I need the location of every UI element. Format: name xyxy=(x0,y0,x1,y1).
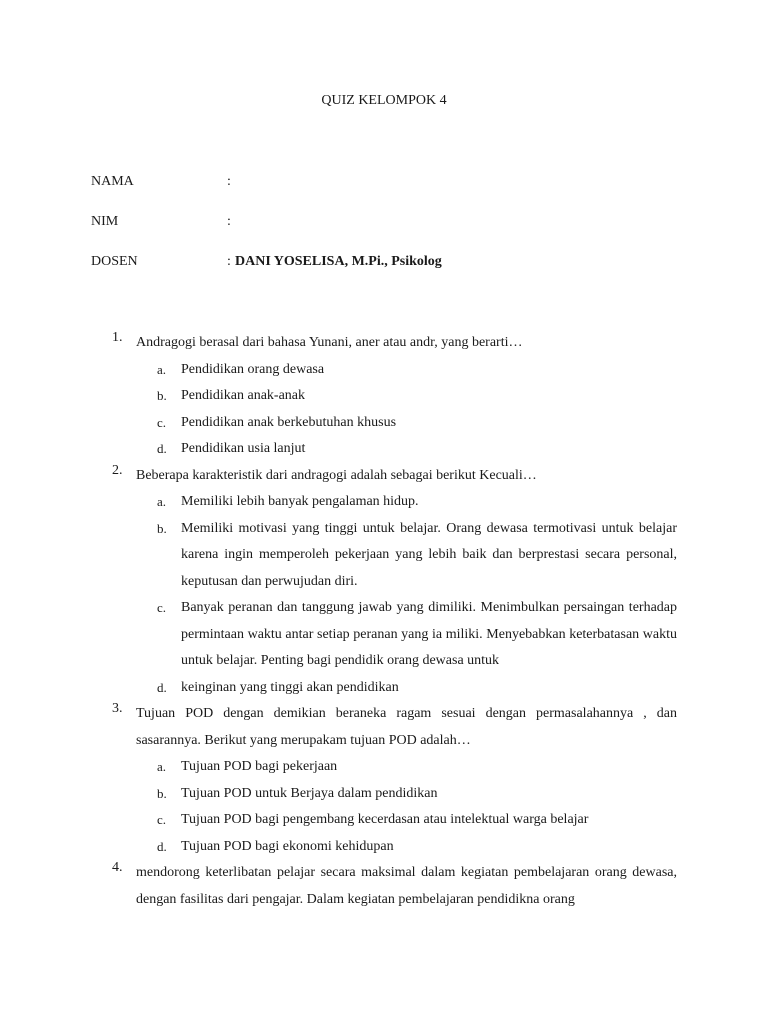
option-list xyxy=(136,489,677,701)
option-text: Pendidikan usia lanjut xyxy=(181,441,306,456)
question-item xyxy=(0,330,677,463)
option-text: Pendidikan anak-anak xyxy=(181,388,306,403)
question-text: Andragogi berasal dari bahasa Yunani, aner atau andr, yang berarti… xyxy=(136,335,523,350)
option-text: Tujuan POD bagi ekonomi kehidupan xyxy=(181,838,394,854)
question-number: 3. xyxy=(112,701,123,716)
option-letter: c. xyxy=(157,600,167,615)
question-text: mendorong keterlibatan pelajar secara maksimal dalam kegiatan pembelajaran orang dewasa, dengan fasilitas dari pengajar. Dalam kegiatan pembelajaran pendidikna orang xyxy=(136,865,677,907)
option-letter: a. xyxy=(157,494,167,509)
option-item xyxy=(136,410,677,437)
option-letter: d. xyxy=(157,838,167,854)
option-letter: b. xyxy=(157,785,167,801)
option-text: Pendidikan anak berkebutuhan khusus xyxy=(181,414,397,430)
option-text: Memiliki motivasi yang tinggi untuk belajar. Orang dewasa termotivasi untuk belajar karena ingin memperoleh pekerjaan yang lebih baik dan berprestasi secara personal, keputusan dan perwujudan diri. xyxy=(181,520,677,589)
option-list xyxy=(136,357,677,463)
option-item xyxy=(136,675,677,702)
option-letter: c. xyxy=(157,812,167,827)
option-text: keinginan yang tinggi akan pendidikan xyxy=(181,679,399,695)
dosen-label: DOSEN xyxy=(91,254,138,269)
option-letter: d. xyxy=(157,679,167,695)
option-item xyxy=(136,357,677,384)
nim-colon: : xyxy=(227,214,231,229)
option-item xyxy=(136,754,677,781)
question-text: Tujuan POD dengan demikian beraneka ragam sesuai dengan permasalahannya , dan sasarannya. Berikut yang merupakam tujuan POD adalah… xyxy=(136,706,677,748)
option-text: Pendidikan orang dewasa xyxy=(181,361,325,377)
question-number: 1. xyxy=(112,330,123,345)
option-item xyxy=(136,781,677,808)
option-list xyxy=(136,754,677,860)
option-item xyxy=(136,436,677,463)
option-letter: a. xyxy=(157,361,167,377)
nim-label: NIM xyxy=(91,214,119,229)
option-item xyxy=(136,383,677,410)
option-letter: b. xyxy=(157,388,167,403)
option-letter: c. xyxy=(157,414,167,430)
question-list xyxy=(0,330,768,913)
option-item xyxy=(136,516,677,596)
option-text: Tujuan POD bagi pengembang kecerdasan atau intelektual warga belajar xyxy=(181,812,589,827)
option-text: Banyak peranan dan tanggung jawab yang dimiliki. Menimbulkan persaingan terhadap permintaan waktu antar setiap peranan yang ia miliki. Menyebabkan keterbatasan waktu untuk belajar. Penting bagi pendidik orang dewasa untuk xyxy=(181,600,677,668)
nama-colon: : xyxy=(227,174,231,189)
question-number: 2. xyxy=(112,462,123,478)
dosen-colon: : xyxy=(227,254,231,269)
question-text: Beberapa karakteristik dari andragogi adalah sebagai berikut Kecuali… xyxy=(136,467,537,483)
nama-label: NAMA xyxy=(91,174,134,189)
option-text: Memiliki lebih banyak pengalaman hidup. xyxy=(181,494,419,509)
option-item xyxy=(136,489,677,516)
question-item xyxy=(0,860,677,913)
question-item xyxy=(0,463,677,702)
option-item xyxy=(136,834,677,861)
option-text: Tujuan POD untuk Berjaya dalam pendidikan xyxy=(181,785,438,801)
page-title: QUIZ KELOMPOK 4 xyxy=(321,93,447,108)
dosen-value: DANI YOSELISA, M.Pi., Psikolog xyxy=(235,254,442,269)
option-item xyxy=(136,807,677,834)
option-text: Tujuan POD bagi pekerjaan xyxy=(181,759,338,774)
option-letter: a. xyxy=(157,759,167,774)
question-item xyxy=(0,701,677,860)
option-letter: d. xyxy=(157,441,167,456)
option-item xyxy=(136,595,677,675)
question-number: 4. xyxy=(112,860,123,875)
option-letter: b. xyxy=(157,520,167,536)
